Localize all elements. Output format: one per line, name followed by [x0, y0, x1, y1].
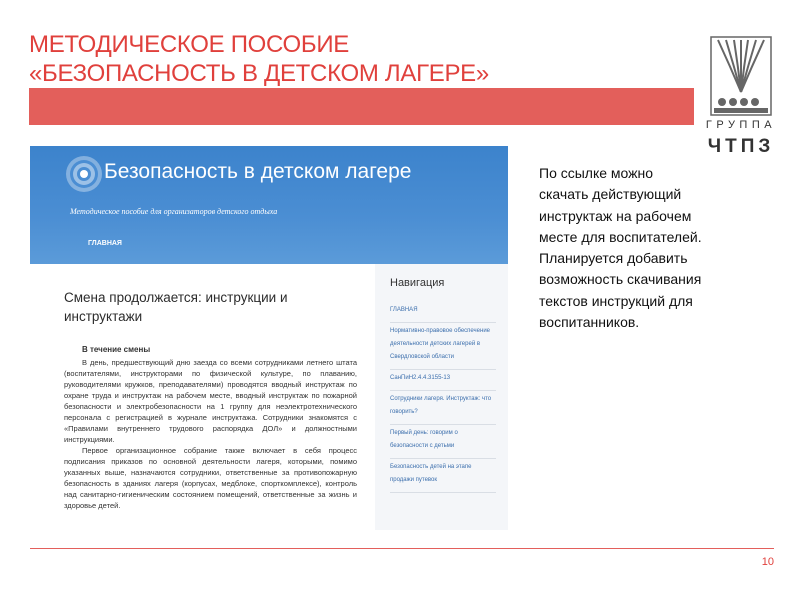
- article-title: Смена продолжается: инструкции и инструктажи: [64, 290, 288, 324]
- slide-title-line2: «БЕЗОПАСНОСТЬ В ДЕТСКОМ ЛАГЕРЕ»: [29, 60, 489, 87]
- logo-company-name: ЧТПЗ: [707, 136, 775, 157]
- sidebar-link-vouchers[interactable]: Безопасность детей на этапе продажи путевок: [390, 459, 496, 493]
- sidebar-link-staff[interactable]: Сотрудники лагеря. Инструктаж: что говорить?: [390, 391, 496, 425]
- sidebar-link-first-day[interactable]: Первый день: говорим о безопасности с детьми: [390, 425, 496, 459]
- page-number: 10: [761, 556, 774, 568]
- site-tagline: Методическое пособие для организаторов детского отдыха: [70, 207, 278, 216]
- article-body: [64, 357, 357, 511]
- sidebar-link-home[interactable]: ГЛАВНАЯ: [390, 302, 496, 323]
- sidebar-title: Навигация: [390, 277, 445, 289]
- logo-emblem-icon: [710, 36, 772, 116]
- article-paragraph: В день, предшествующий дню заезда со всеми сотрудниками летнего штата (воспитателями, инструкторами по физической культуре, по плаванию, руководителями кружков, преподавателями) проводятся вводный инструктаж по охране труда и инструктаж на рабочем месте, вводный инструктаж по пожарной безопасности и электробезопасности на 1 группу для неэлектротехнического персонала с регистрацией в журнале инструктажа. Сотрудники знакомятся с «Правилами внутреннего трудового распорядка ДОЛ» и должностными инструкциями.: [64, 358, 357, 444]
- side-note: По ссылке можно скачать действующий инструктаж на рабочем месте для воспитателей. Планируется добавить возможность скачивания текстов инструкций для воспитанников.: [539, 165, 702, 331]
- site-sidebar: [375, 264, 508, 530]
- article-subhead: В течение смены: [82, 345, 151, 354]
- sidebar-link-legal[interactable]: Нормативно-правовое обеспечение деятельности детских лагерей в Свердловской области: [390, 323, 496, 370]
- site-header: [30, 146, 508, 264]
- website-screenshot: [30, 146, 508, 530]
- sidebar-link-sanpin[interactable]: СанПиН2.4.4.3155-13: [390, 370, 496, 391]
- site-title: Безопасность в детском лагере: [104, 160, 412, 183]
- article-area: [30, 264, 375, 530]
- logo-group-label: ГРУППА: [705, 119, 777, 131]
- company-logo: [705, 32, 777, 162]
- slide-title: [29, 30, 489, 88]
- target-icon: [65, 155, 103, 193]
- sidebar-nav-list: [390, 302, 496, 493]
- title-accent-band: [29, 88, 694, 125]
- footer-divider: [30, 548, 774, 549]
- slide-title-line1: МЕТОДИЧЕСКОЕ ПОСОБИЕ: [29, 31, 350, 58]
- nav-home-link[interactable]: ГЛАВНАЯ: [88, 240, 122, 247]
- article-paragraph: Первое организационное собрание также включает в себя процесс подписания приказов по основной деятельности лагеря, которыми, помимо указанных выше, назначаются сотрудники, ответственные за противопожарную безопасность в зданиях лагеря (корпусах, медблоке, спорткомплексе), контроль над санитарно-гигиеническим состоянием помещений, ответственные за жизнь и здоровье детей.: [64, 446, 357, 510]
